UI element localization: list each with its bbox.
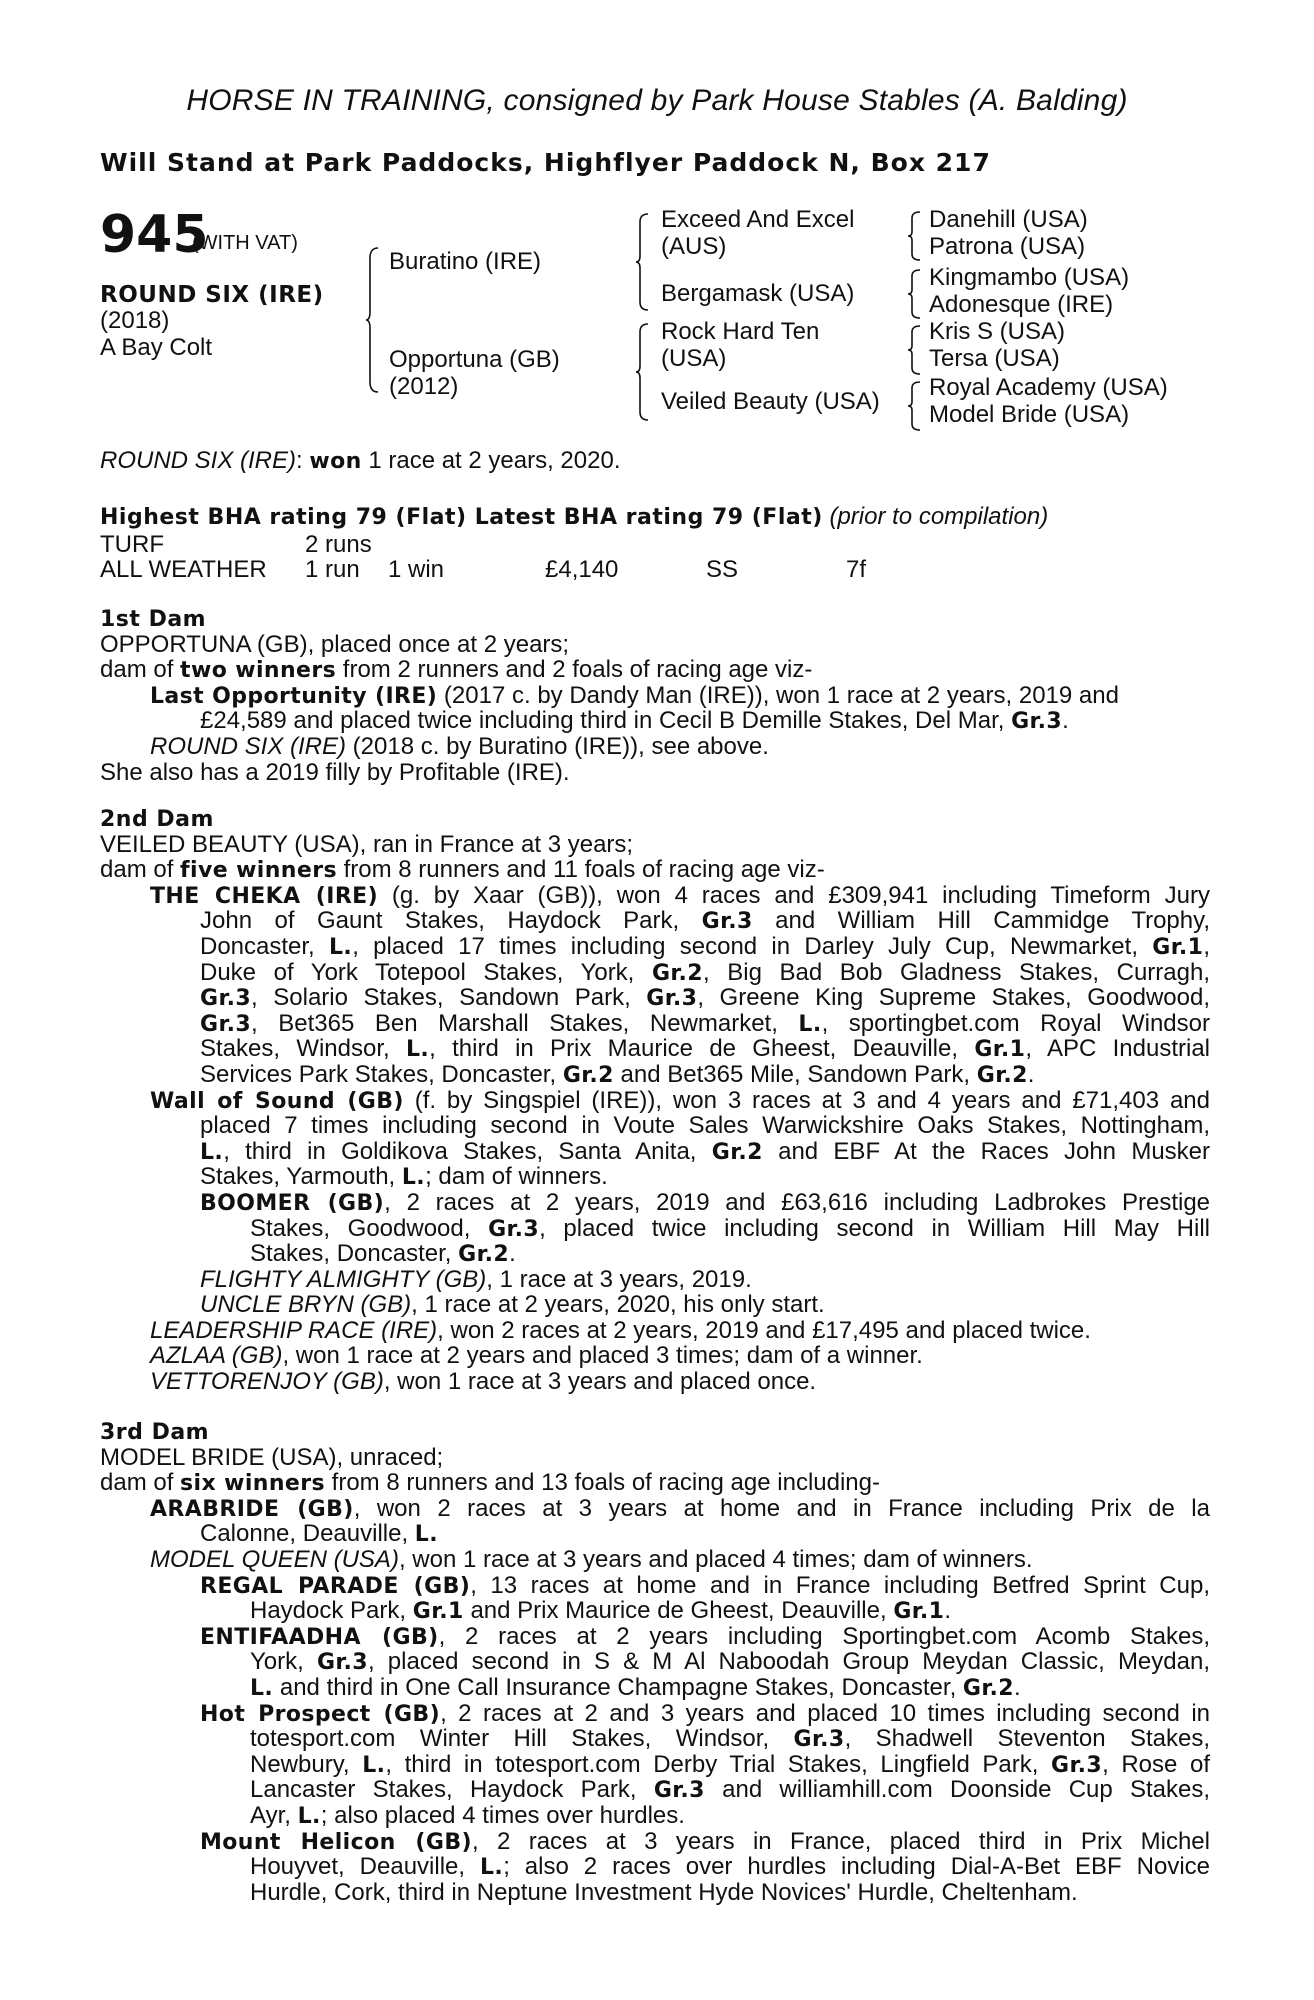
bha-rating: Highest BHA rating 79 (Flat) Latest BHA rating 79 (Flat) (prior to compilation) <box>100 503 1049 530</box>
pedigree-sire: Buratino (IRE) <box>389 248 542 275</box>
pedigree-brace <box>908 210 922 262</box>
all-weather-runs: 1 run <box>305 556 360 583</box>
consignor-heading: HORSE IN TRAINING, consigned by Park House Stables (A. Balding) <box>186 84 1128 117</box>
pedigree-dam-sire: Rock Hard Ten <box>661 318 820 345</box>
second-dam-heading: 2nd Dam <box>100 807 214 832</box>
pedigree-g3-7: Royal Academy (USA) <box>929 374 1168 401</box>
pedigree-sire-dam: Bergamask (USA) <box>661 280 855 307</box>
pedigree-g3-8: Model Bride (USA) <box>929 401 1130 428</box>
first-dam-heading: 1st Dam <box>100 607 207 632</box>
all-weather-code: SS <box>706 556 739 583</box>
all-weather-wins: 1 win <box>388 556 445 583</box>
pedigree-sire-sire: Exceed And Excel <box>661 206 855 233</box>
pedigree-g3-4: Adonesque (IRE) <box>929 291 1114 318</box>
all-weather-prize: £4,140 <box>545 556 619 583</box>
pedigree-g3-6: Tersa (USA) <box>929 345 1060 372</box>
pedigree-g3-1: Danehill (USA) <box>929 206 1088 233</box>
all-weather-distance: 7f <box>846 556 867 583</box>
turf-runs: 2 runs <box>305 531 372 558</box>
pedigree-brace <box>636 212 650 312</box>
pedigree-brace <box>908 380 922 432</box>
turf-label: TURF <box>100 531 164 558</box>
third-dam-heading: 3rd Dam <box>100 1420 210 1445</box>
lot-vat-note: (WITH VAT) <box>192 232 298 254</box>
second-dam-section: 2nd Dam VEILED BEAUTY (USA), ran in France at 3 years; dam of five winners from 8 runners and 11 foals of racing age viz- THE CHEKA (IRE) (g. by Xaar (GB)), won 4 races and £309,941 including Timeform Jury John of Gaunt Stakes, Haydock Park, Gr.3 and William Hill Cammidge Trophy, Doncaster, L., placed 17 times including second in Darley July Cup, Newmarket, Gr.1, Duke of York Totepool Stakes, York, Gr.2, Big Bad Bob Gladness Stakes, Curragh, Gr.3, Solario Stakes, Sandown Park, Gr.3, Greene King Supreme Stakes, Goodwood, Gr.3, Bet365 Ben Marshall Stakes, Newmarket, L., sportingbet.com Royal Windsor Stakes, Windsor, L., third in Prix Maurice de Gheest, Deauville, Gr.1, APC Industrial Services Park Stakes, Doncaster, Gr.2 and Bet365 Mile, Sandown Park, Gr.2. Wall of Sound (GB) (f. by Singspiel (IRE)), won 3 races at 3 and 4 years and £71,403 and placed 7 times including second in Voute Sales Warwickshire Oaks Stakes, Nottingham, L., third in Goldikova Stakes, Santa Anita, Gr.2 and EBF At the Races John Musker Stakes, Yarmouth, L.; dam of winners. BOOMER (GB), 2 races at 2 years, 2019 and £63,616 including Ladbrokes Prestige Stakes, Goodwood, Gr.3, placed twice including second in William Hill May Hill Stakes, Doncaster, Gr.2. FLIGHTY ALMIGHTY (GB), 1 race at 3 years, 2019. UNCLE BRYN (GB), 1 race at 2 years, 2020, his only start. LEADERSHIP RACE (IRE), won 2 races at 2 years, 2019 and £17,495 and placed twice. AZLAA (GB), won 1 race at 2 years and placed 3 times; dam of a winner. VETTORENJOY (GB), won 1 race at 3 years and placed once. <box>100 807 1211 1396</box>
pedigree-g3-3: Kingmambo (USA) <box>929 264 1130 291</box>
pedigree-g3-2: Patrona (USA) <box>929 233 1086 260</box>
pedigree-dam-sire-country: (USA) <box>661 345 727 372</box>
pedigree-sire-sire-country: (AUS) <box>661 233 727 260</box>
all-weather-label: ALL WEATHER <box>100 556 267 583</box>
record-horse-name: ROUND SIX (IRE) <box>100 447 297 474</box>
racing-summary: ROUND SIX (IRE): won 1 race at 2 years, 2020. <box>100 447 621 474</box>
pedigree-brace <box>366 246 380 394</box>
horse-year: (2018) <box>100 307 170 334</box>
pedigree-brace <box>908 268 922 320</box>
pedigree-dam-year: (2012) <box>389 373 459 400</box>
pedigree-dam-dam: Veiled Beauty (USA) <box>661 388 880 415</box>
pedigree-g3-5: Kris S (USA) <box>929 318 1066 345</box>
stand-location: Will Stand at Park Paddocks, Highflyer Paddock N, Box 217 <box>100 148 991 177</box>
pedigree-brace <box>636 322 650 422</box>
pedigree-brace <box>908 324 922 376</box>
lot-number: 945 <box>100 205 209 265</box>
first-dam-section: 1st Dam OPPORTUNA (GB), placed once at 2 years; dam of two winners from 2 runners and 2 foals of racing age viz- Last Opportunity (IRE) (2017 c. by Dandy Man (IRE)), won 1 race at 2 years, 2019 and £24,589 and placed twice including third in Cecil B Demille Stakes, Del Mar, Gr.3. ROUND SIX (IRE) (2018 c. by Buratino (IRE)), see above. She also has a 2019 filly by Profitable (IRE). <box>100 607 1119 786</box>
third-dam-section: 3rd Dam MODEL BRIDE (USA), unraced; dam of six winners from 8 runners and 13 foals of racing age including- ARABRIDE (GB), won 2 races at 3 years at home and in France including Prix de la Calonne, Deauville, L. MODEL QUEEN (USA), won 1 race at 3 years and placed 4 times; dam of winners. REGAL PARADE (GB), 13 races at home and in France including Betfred Sprint Cup, Haydock Park, Gr.1 and Prix Maurice de Gheest, Deauville, Gr.1. ENTIFAADHA (GB), 2 races at 2 years including Sportingbet.com Acomb Stakes, York, Gr.3, placed second in S & M Al Naboodah Group Meydan Classic, Meydan, L. and third in One Call Insurance Champagne Stakes, Doncaster, Gr.2. Hot Prospect (GB), 2 races at 2 and 3 years and placed 10 times including second in totesport.com Winter Hill Stakes, Windsor, Gr.3, Shadwell Steventon Stakes, Newbury, L., third in totesport.com Derby Trial Stakes, Lingfield Park, Gr.3, Rose of Lancaster Stakes, Haydock Park, Gr.3 and williamhill.com Doonside Cup Stakes, Ayr, L.; also placed 4 times over hurdles. Mount Helicon (GB), 2 races at 3 years in France, placed third in Prix Michel Houyvet, Deauville, L.; also 2 races over hurdles including Dial-A-Bet EBF Novice Hurdle, Cork, third in Neptune Investment Hyde Novices' Hurdle, Cheltenham. <box>100 1420 1211 1906</box>
pedigree-dam: Opportuna (GB) <box>389 346 560 373</box>
horse-name: ROUND SIX (IRE) <box>100 282 324 308</box>
horse-description: A Bay Colt <box>100 334 213 361</box>
